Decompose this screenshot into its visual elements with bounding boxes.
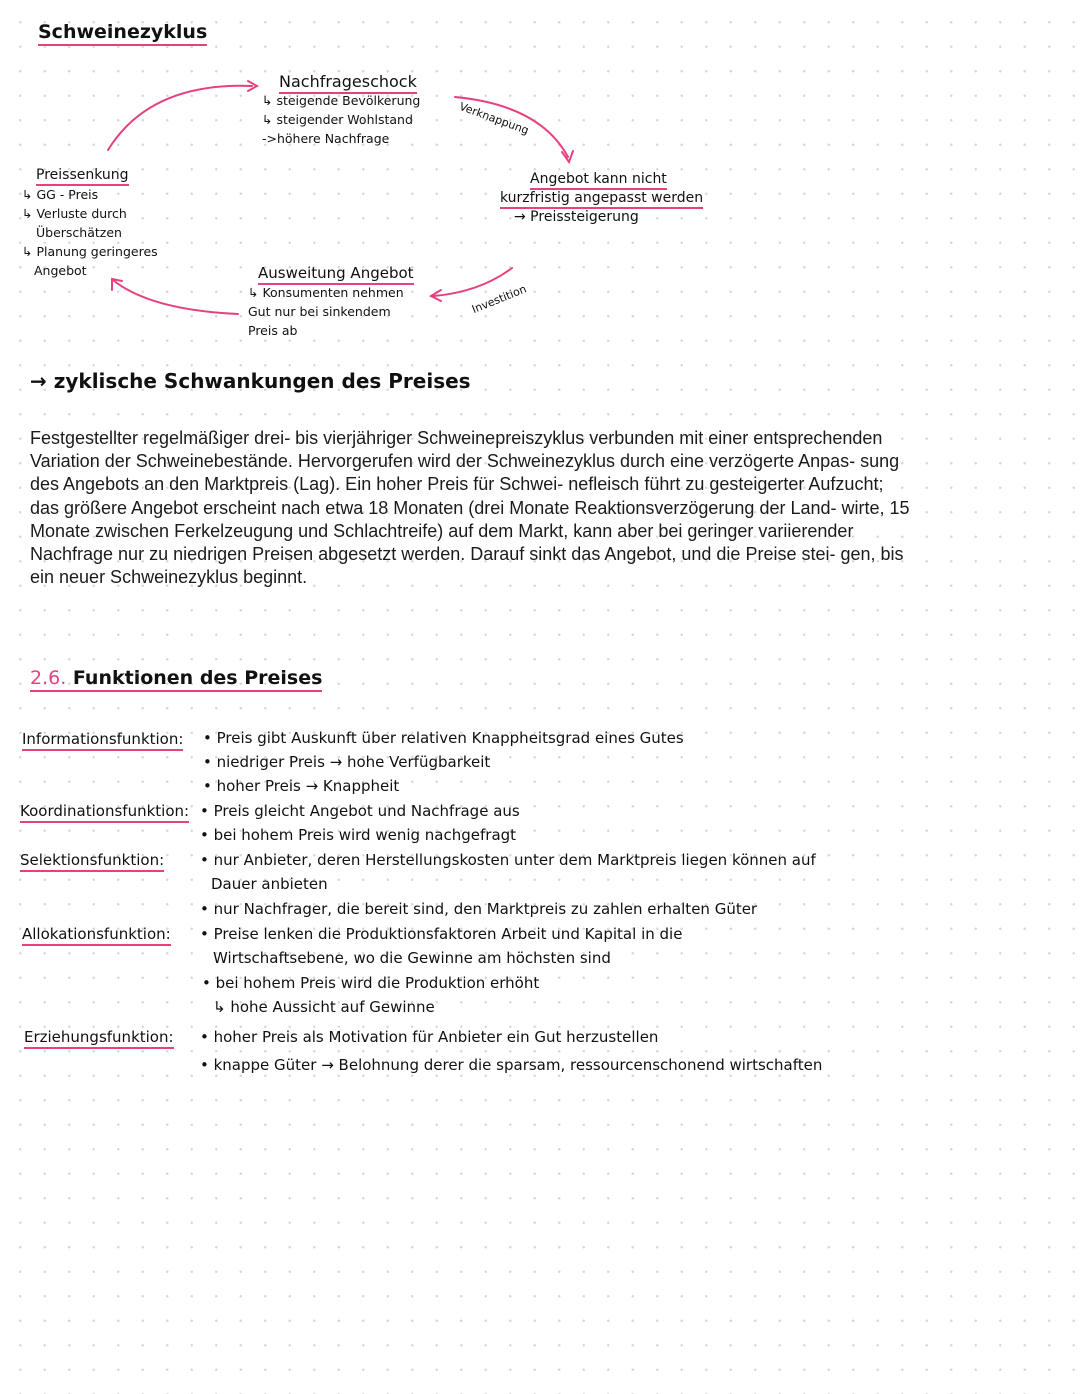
arrow-preissenkung-to-nachfrage — [108, 86, 252, 150]
label-selektionsfunktion: Selektionsfunktion: — [20, 852, 164, 869]
result-heading: → zyklische Schwankungen des Preises — [30, 369, 471, 393]
label-informationsfunktion: Informationsfunktion: — [22, 731, 183, 748]
alloc-line: • bei hohem Preis wird die Produktion erhöht — [202, 974, 540, 992]
alloc-line: Wirtschaftsebene, wo die Gewinne am höchsten sind — [213, 949, 611, 967]
erz-line: • knappe Güter → Belohnung derer die sparsam, ressourcenschonend wirtschaften — [200, 1056, 823, 1074]
sel-line: Dauer anbieten — [211, 875, 328, 893]
node-angebot: Angebot kann nicht kurzfristig angepasst werden → Preissteigerung — [500, 171, 704, 225]
page-title: Schweinezyklus — [38, 22, 207, 44]
label-erziehungsfunktion: Erziehungsfunktion: — [24, 1029, 174, 1046]
info-line: • Preis gibt Auskunft über relativen Knappheitsgrad eines Gutes — [203, 729, 684, 747]
erz-line: • hoher Preis als Motivation für Anbieter ein Gut herzustellen — [200, 1028, 659, 1046]
alloc-line: • Preise lenken die Produktionsfaktoren Arbeit und Kapital in die — [200, 925, 683, 943]
alloc-line: ↳ hohe Aussicht auf Gewinne — [213, 998, 435, 1016]
label-investition: Investition — [470, 282, 529, 317]
label-allokationsfunktion: Allokationsfunktion: — [22, 926, 171, 943]
node-preissenkung: Preissenkung ↳ GG - Preis ↳ Verluste durch Überschätzen ↳ Planung geringeres Angebot — [22, 167, 158, 278]
info-line: • niedriger Preis → hohe Verfügbarkeit — [203, 753, 491, 771]
koord-line: • Preis gleicht Angebot und Nachfrage aus — [200, 802, 520, 820]
info-line: • hoher Preis → Knappheit — [203, 777, 400, 795]
section-heading: 2.6. Funktionen des Preises — [30, 668, 322, 690]
arrow-ausweitung-to-preissenkung — [113, 280, 238, 314]
koord-line: • bei hohem Preis wird wenig nachgefragt — [200, 826, 517, 844]
paragraph-schweinezyklus: Festgestellter regelmäßiger drei- bis vierjähriger Schweinepreiszyklus verbunden mit einer entsprechenden Variation der Schweinebestände. Hervorgerufen wird der Schweinezyklus durch eine verzögerte Anpas- sung des Angebots an den Marktpreis (Lag). Ein hoher Preis für Schwei- nefleisch führt zu gesteigerter Aufzucht; das größere Angebot erscheint nach etwa 18 Monaten (drei Monate Reaktionsverzögerung der Land- wirte, 15 Monate zwischen Ferkelzeugung und Schlachtreife) auf dem Markt, kann aber bei geringer variierender Nachfrage nur zu niedrigen Preisen abgesetzt werden. Darauf sinkt das Angebot, und die Preise stei- gen, bis ein neuer Schweinezyklus beginnt. — [30, 428, 910, 588]
label-koordinationsfunktion: Koordinationsfunktion: — [20, 803, 189, 820]
sel-line: • nur Nachfrager, die bereit sind, den Marktpreis zu zahlen erhalten Güter — [200, 900, 758, 918]
label-verknappung: Verknappung — [457, 100, 531, 138]
node-nachfrageschock: Nachfrageschock ↳ steigende Bevölkerung ↳ steigender Wohlstand ->höhere Nachfrage — [262, 72, 421, 146]
node-ausweitung-angebot: Ausweitung Angebot ↳ Konsumenten nehmen Gut nur bei sinkendem Preis ab — [248, 264, 414, 338]
sel-line: • nur Anbieter, deren Herstellungskosten unter dem Marktpreis liegen können auf — [200, 851, 816, 869]
